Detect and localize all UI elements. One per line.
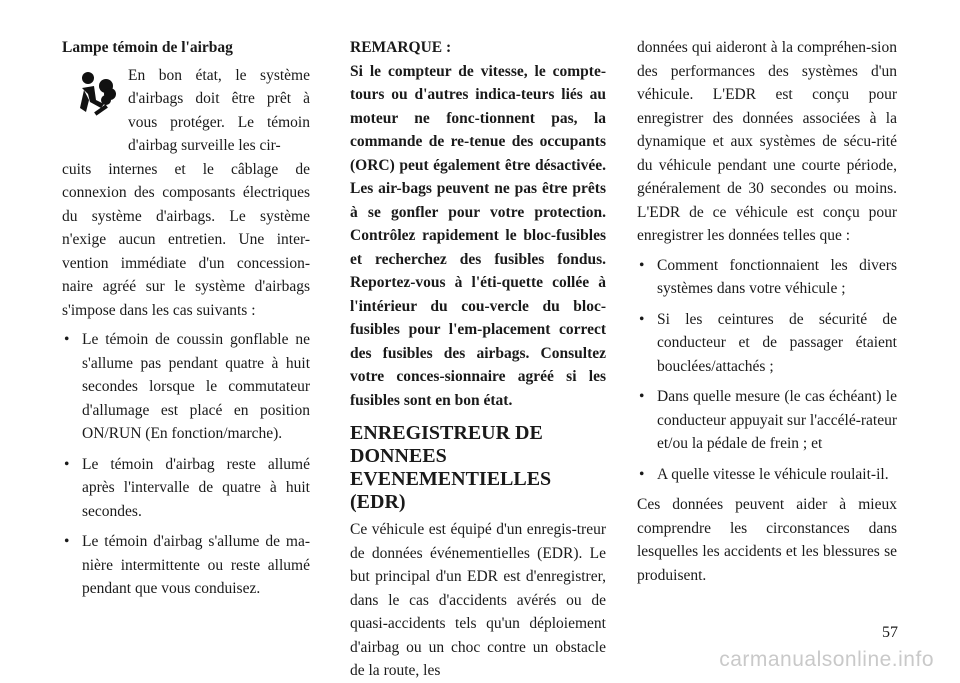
list-item: • Dans quelle mesure (le cas échéant) le conducteur appuyait sur l'accélé-rateur et/ou la pédale de frein ; et — [637, 385, 897, 456]
airbag-intro — [62, 64, 310, 158]
airbag-warning-icon — [70, 64, 122, 124]
list-item: • Comment fonctionnaient les divers systèmes dans votre véhicule ; — [637, 254, 897, 301]
edr-section-body: Ce véhicule est équipé d'un enregis-treur de données événementielles (EDR). Le but principal d'un EDR est d'enregistrer, dans le cas d'accidents avérés ou de quasi-accidents tels qu'un déploiement d'airbag ou un choc contre un obstacle de la route, les — [350, 521, 606, 679]
list-item: • A quelle vitesse le véhicule roulait-il. — [637, 463, 897, 487]
airbag-cases-list — [62, 328, 310, 601]
edr-closing-paragraph: Ces données peuvent aider à mieux comprendre les circonstances dans lesquelles les accidents et les blessures se produisent. — [637, 496, 897, 584]
list-item: • Le témoin de coussin gonflable ne s'allume pas pendant quatre à huit secondes lorsque le commutateur d'allumage est placé en position ON/RUN (En fonction/marche). — [62, 328, 310, 446]
list-item: • Le témoin d'airbag s'allume de ma-nière intermittente ou reste allumé pendant que vous conduisez. — [62, 530, 310, 601]
list-item: • Si les ceintures de sécurité de conducteur et de passager étaient bouclées/attachés ; — [637, 308, 897, 379]
right-column — [637, 36, 897, 587]
airbag-intro-continued: cuits internes et le câblage de connexion des composants électriques du système d'airbags. Le système n'exige aucun entretien. Une inter-vention immédiate d'un concession-naire agréé sur le système d'airbags s'impose dans les cas suivants : — [62, 160, 310, 319]
middle-column — [350, 36, 606, 683]
note-label: REMARQUE : — [350, 39, 452, 56]
watermark: carmanualsonline.info — [719, 648, 934, 671]
airbag-intro-text: En bon état, le système d'airbags doit être prêt à vous protéger. Le témoin d'airbag surveille les cir- — [128, 66, 310, 154]
note-body: Si le compteur de vitesse, le compte-tours ou d'autres indica-teurs liés au moteur ne fonc-tionnent pas, la commande de re-tenue des occupants (ORC) peut également être désactivée. Les air-bags peuvent ne pas être prêts à se gonfler pour votre protection. Contrôlez rapidement le bloc-fusibles et recherchez des fusibles fondus. Reportez-vous à l'éti-quette collée à l'intérieur du cou-vercle du bloc-fusibles pour l'em-placement correct des fusibles des airbags. Consultez votre conces-sionnaire agréé si les fusibles sont en bon état. — [350, 62, 606, 409]
page-number: 57 — [882, 624, 898, 641]
airbag-lamp-heading: Lampe témoin de l'airbag — [62, 39, 233, 56]
edr-continued-paragraph: données qui aideront à la compréhen-sion des performances des systèmes d'un véhicule. L'EDR est conçu pour enregistrer des données associées à la dynamique et aux systèmes de sécu-rité du véhicule pendant une courte période, généralement de 30 secondes ou moins. L'EDR de ce véhicule est conçu pour enregistrer les données telles que : — [637, 39, 897, 244]
edr-data-list — [637, 254, 897, 487]
left-column — [62, 36, 310, 608]
edr-section-title: ENREGISTREUR DE DONNEES EVENEMENTIELLES (EDR) — [350, 422, 552, 513]
list-item: • Le témoin d'airbag reste allumé après l'intervalle de quatre à huit secondes. — [62, 453, 310, 524]
